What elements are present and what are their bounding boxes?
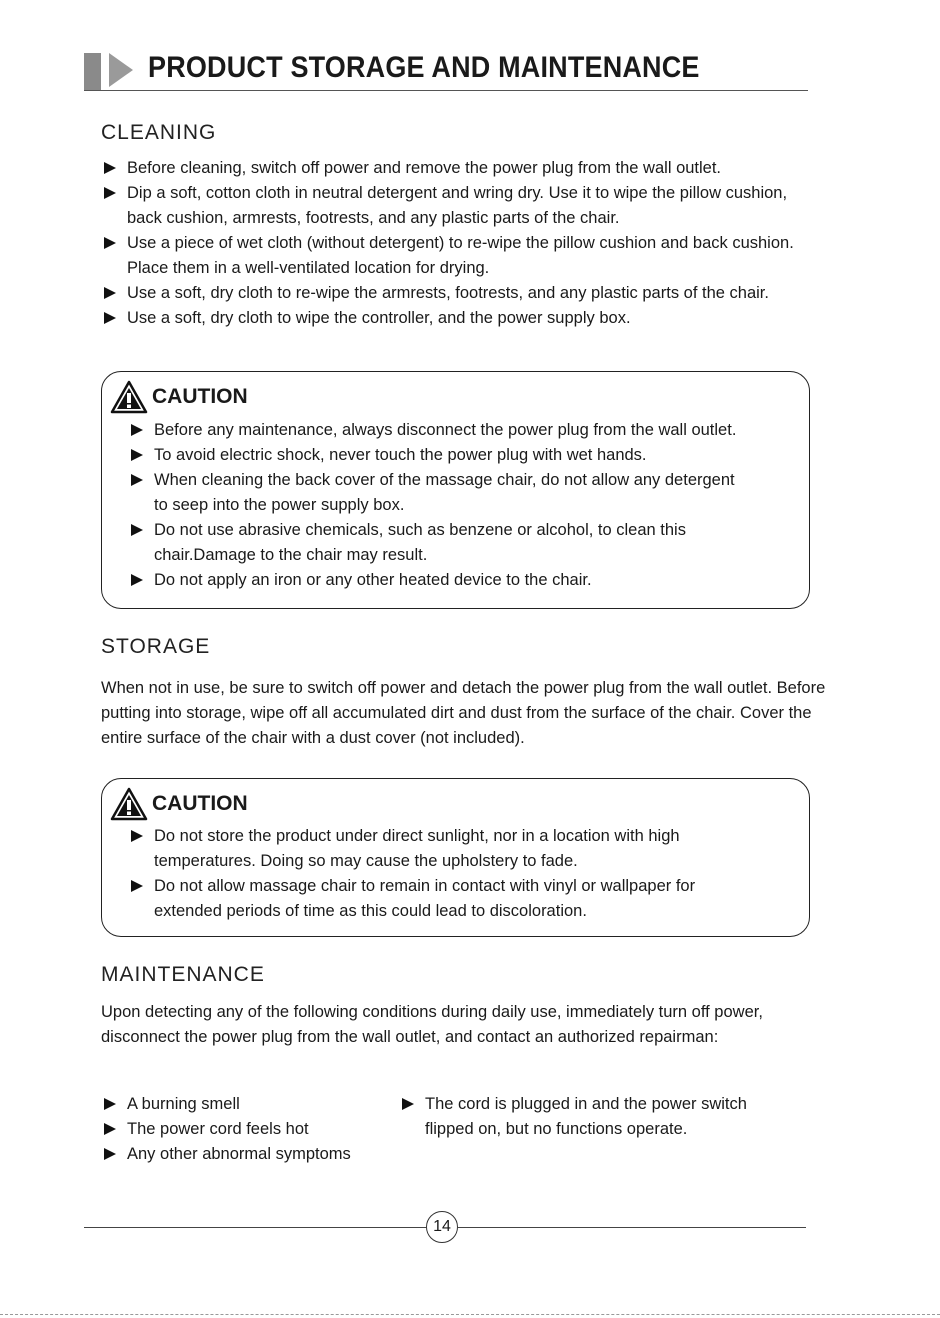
bullet-arrow-icon <box>402 1098 414 1110</box>
list-item-text: The power cord feels hot <box>127 1120 309 1138</box>
storage-heading: STORAGE <box>101 635 211 658</box>
cleaning-heading: CLEANING <box>101 121 217 144</box>
list-item <box>101 1092 391 1117</box>
page-number: 14 <box>426 1211 458 1243</box>
list-item-text: Any other abnormal symptoms <box>127 1145 351 1163</box>
list-item <box>128 443 778 468</box>
list-item-text: Use a soft, dry cloth to re-wipe the armrests, footrests, and any plastic parts of the chair. <box>127 284 769 302</box>
list-item <box>128 468 778 518</box>
maintenance-paragraph: Upon detecting any of the following conditions during daily use, immediately turn off power, disconnect the power plug from the wall outlet, and contact an authorized repairman: <box>101 1003 763 1046</box>
bullet-arrow-icon <box>104 1098 116 1110</box>
list-item-text: Use a piece of wet cloth (without detergent) to re-wipe the pillow cushion and back cushion. Place them in a well-ventilated location for drying. <box>127 234 794 277</box>
bullet-arrow-icon <box>131 830 143 842</box>
bullet-arrow-icon <box>131 880 143 892</box>
list-item-text: Before any maintenance, always disconnect the power plug from the wall outlet. <box>154 421 737 439</box>
symptom-list-left <box>101 1092 391 1167</box>
footer-rule-right <box>458 1227 806 1228</box>
list-item <box>101 181 831 231</box>
list-item-text: Use a soft, dry cloth to wipe the controller, and the power supply box. <box>127 309 631 327</box>
symptom-list-right <box>399 1092 779 1142</box>
list-item-text: Do not use abrasive chemicals, such as benzene or alcohol, to clean this chair.Damage to the chair may result. <box>154 521 686 564</box>
bullet-arrow-icon <box>104 287 116 299</box>
caution-label: CAUTION <box>152 792 248 815</box>
bullet-arrow-icon <box>131 449 143 461</box>
warning-icon <box>110 380 148 414</box>
list-item-text: Dip a soft, cotton cloth in neutral detergent and wring dry. Use it to wipe the pillow cushion, back cushion, armrests, footrests, and any plastic parts of the chair. <box>127 184 788 227</box>
bullet-arrow-icon <box>104 187 116 199</box>
list-item <box>128 518 778 568</box>
list-item <box>128 874 748 924</box>
storage-paragraph: When not in use, be sure to switch off power and detach the power plug from the wall outlet. Before putting into storage, wipe off all accumulated dirt and dust from the surface of the chair. Cover the entire surface of the chair with a dust cover (not included). <box>101 679 826 747</box>
caution-header <box>110 380 248 414</box>
bullet-arrow-icon <box>131 424 143 436</box>
footer-rule-left <box>84 1227 426 1228</box>
list-item-text: Before cleaning, switch off power and remove the power plug from the wall outlet. <box>127 159 722 177</box>
list-item-text: Do not store the product under direct sunlight, nor in a location with high temperatures. Doing so may cause the upholstery to fade. <box>154 827 680 870</box>
list-item-text: To avoid electric shock, never touch the power plug with wet hands. <box>154 446 647 464</box>
list-item-text: A burning smell <box>127 1095 240 1113</box>
list-item <box>128 824 748 874</box>
header-bar <box>84 53 101 91</box>
caution-label: CAUTION <box>152 385 248 408</box>
list-item <box>101 1117 391 1142</box>
warning-icon <box>110 787 148 821</box>
list-item <box>101 156 831 181</box>
list-item-text: When cleaning the back cover of the massage chair, do not allow any detergent to seep into the power supply box. <box>154 471 735 514</box>
bullet-arrow-icon <box>104 312 116 324</box>
cleaning-list <box>101 156 831 331</box>
caution-list <box>128 418 778 593</box>
page-title: PRODUCT STORAGE AND MAINTENANCE <box>148 51 700 84</box>
bullet-arrow-icon <box>131 524 143 536</box>
page-edge-dash <box>0 1314 940 1315</box>
maintenance-heading: MAINTENANCE <box>101 963 265 986</box>
caution-box-storage <box>101 778 810 937</box>
bullet-arrow-icon <box>104 237 116 249</box>
bullet-arrow-icon <box>104 1123 116 1135</box>
list-item <box>399 1092 779 1142</box>
list-item <box>128 418 778 443</box>
header-rule <box>84 90 808 91</box>
list-item-text: Do not apply an iron or any other heated device to the chair. <box>154 571 592 589</box>
caution-box-cleaning <box>101 371 810 609</box>
list-item-text: The cord is plugged in and the power switch flipped on, but no functions operate. <box>425 1095 747 1138</box>
list-item-text: Do not allow massage chair to remain in contact with vinyl or wallpaper for extended periods of time as this could lead to discoloration. <box>154 877 696 920</box>
bullet-arrow-icon <box>104 1148 116 1160</box>
header-arrow-icon <box>109 53 133 87</box>
list-item <box>101 281 831 306</box>
bullet-arrow-icon <box>104 162 116 174</box>
list-item <box>128 568 778 593</box>
list-item <box>101 1142 391 1167</box>
list-item <box>101 306 831 331</box>
bullet-arrow-icon <box>131 574 143 586</box>
caution-header <box>110 787 248 821</box>
bullet-arrow-icon <box>131 474 143 486</box>
list-item <box>101 231 831 281</box>
caution-list <box>128 824 748 924</box>
